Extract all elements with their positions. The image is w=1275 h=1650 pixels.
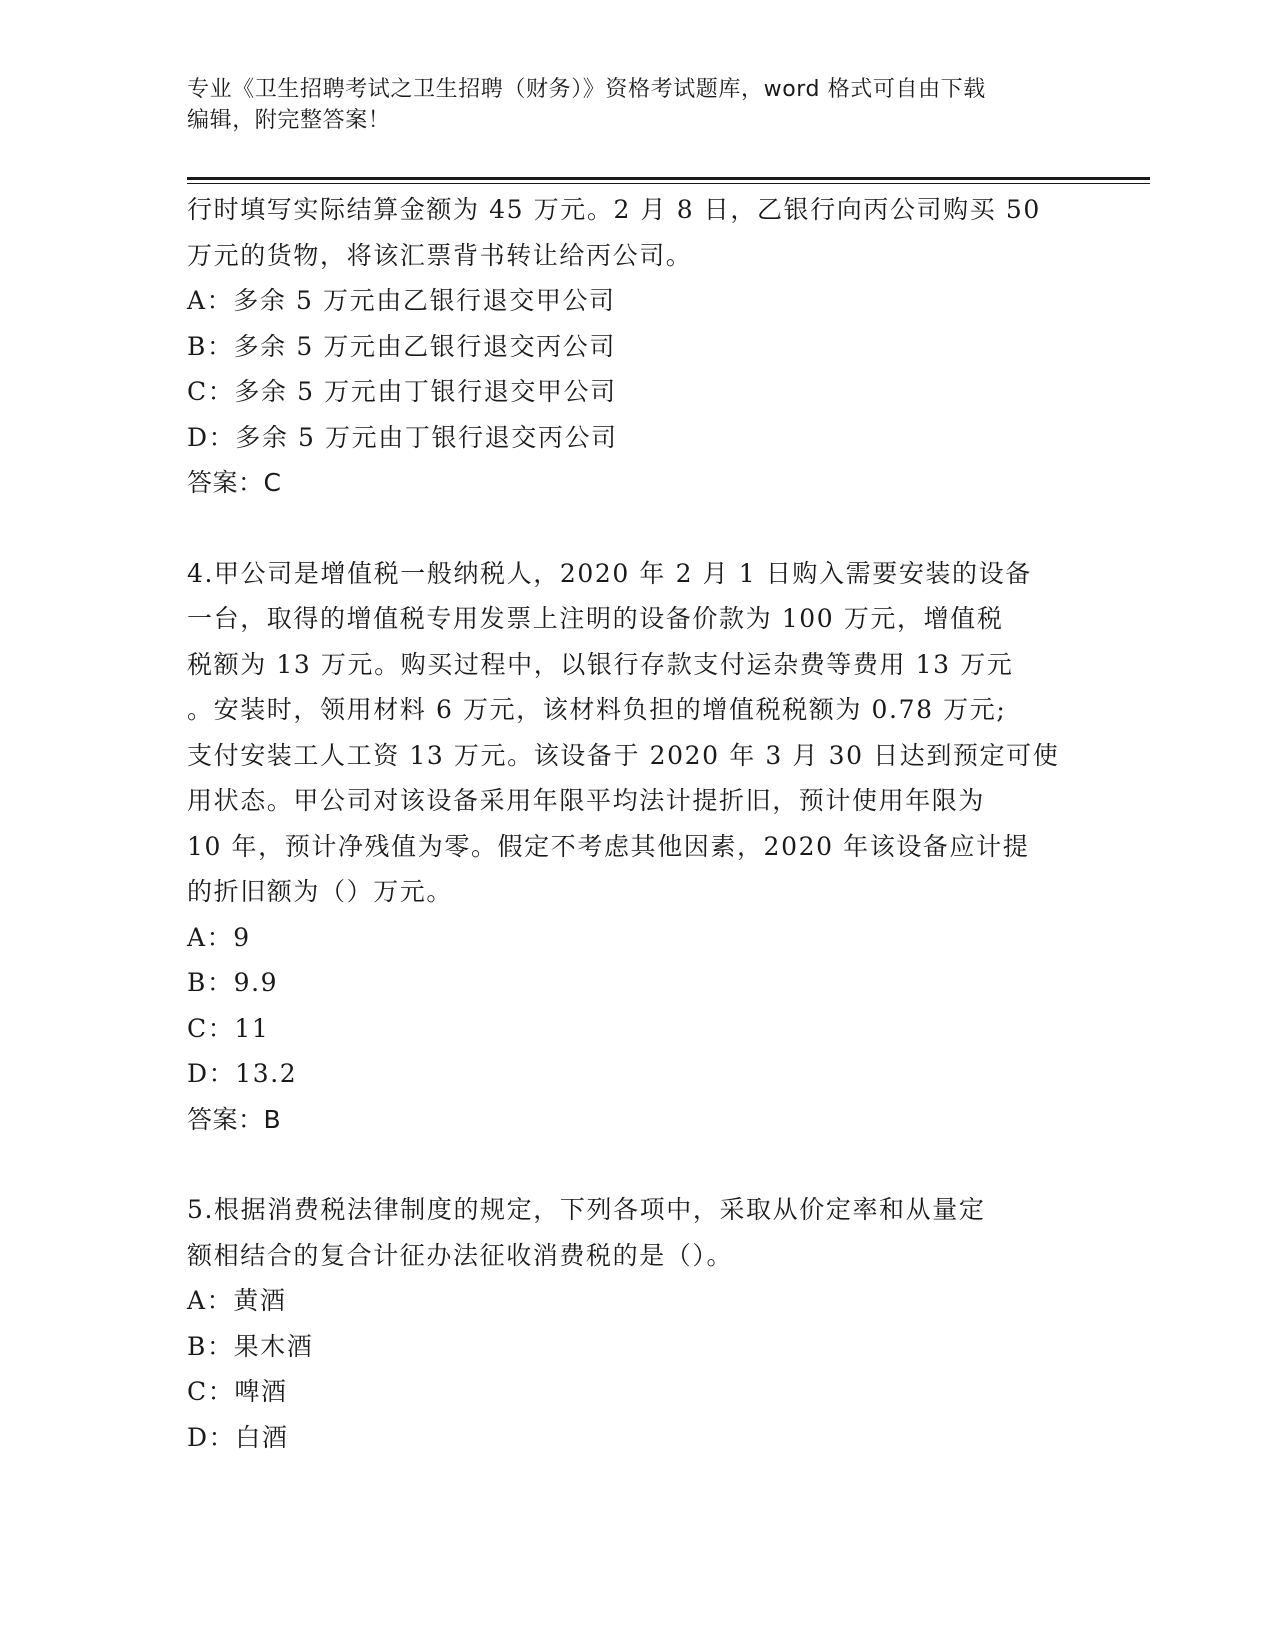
question-4-option-c: C：11 [187, 1013, 270, 1043]
spacer [187, 1142, 1087, 1187]
question-5-option-b: B：果木酒 [187, 1331, 314, 1361]
question-4-stem-line-6: 用状态。甲公司对该设备采用年限平均法计提折旧，预计使用年限为 [187, 786, 986, 815]
header-rule-thin [187, 183, 1150, 184]
question-3-option-d: D：多余 5 万元由丁银行退交丙公司 [187, 422, 618, 452]
header-line-2: 编辑，附完整答案！ [187, 108, 391, 133]
question-4-stem-line-4: 。安装时，领用材料 6 万元，该材料负担的增值税税额为 0.78 万元; [187, 695, 1007, 724]
question-4-option-d: D：13.2 [187, 1059, 298, 1088]
question-4-stem-line-3: 税额为 13 万元。购买过程中，以银行存款支付运杂费等费用 13 万元 [187, 649, 1014, 679]
question-5-stem-line-2: 额相结合的复合计征办法征收消费税的是（）。 [187, 1240, 734, 1270]
question-4-stem-line-7: 10 年，预计净残值为零。假定不考虑其他因素，2020 年该设备应计提 [187, 831, 1030, 861]
header-rule-thick [187, 177, 1150, 180]
question-4-stem-line-2: 一台，取得的增值税专用发票上注明的设备价款为 100 万元，增值税 [187, 604, 1004, 633]
question-5-option-d: D：白酒 [187, 1422, 289, 1452]
question-3-option-c: C：多余 5 万元由丁银行退交甲公司 [187, 377, 617, 406]
question-3-option-a: A：多余 5 万元由乙银行退交甲公司 [187, 286, 616, 315]
document-body [187, 187, 1087, 1460]
page-header [187, 74, 1067, 136]
question-3-answer: 答案：C [187, 468, 282, 497]
question-4-stem-line-8: 的折旧额为（）万元。 [187, 877, 454, 906]
question-4-stem-line-5: 支付安装工人工资 13 万元。该设备于 2020 年 3 月 30 日达到预定可使 [187, 740, 1060, 770]
question-5-option-a: A：黄酒 [187, 1286, 287, 1315]
question-5-stem-line-1: 5.根据消费税法律制度的规定，下列各项中，采取从价定率和从量定 [187, 1195, 986, 1224]
question-4-option-a: A：9 [187, 922, 251, 952]
question-4-stem-line-1: 4.甲公司是增值税一般纳税人，2020 年 2 月 1 日购入需要安装的设备 [187, 558, 1032, 588]
question-4-option-b: B：9.9 [187, 968, 279, 997]
question-4-answer: 答案：B [187, 1104, 282, 1134]
header-line-1: 专业《卫生招聘考试之卫生招聘（财务）》资格考试题库，word 格式可自由下载 [187, 77, 986, 102]
question-5-option-c: C：啤酒 [187, 1377, 288, 1406]
question-3-stem-line-2: 万元的货物，将该汇票背书转让给丙公司。 [187, 240, 693, 270]
question-5 [187, 1187, 1087, 1460]
question-3 [187, 187, 1087, 506]
question-4 [187, 551, 1087, 1143]
question-3-stem-line-1: 行时填写实际结算金额为 45 万元。2 月 8 日，乙银行向丙公司购买 50 [187, 195, 1041, 224]
question-3-option-b: B：多余 5 万元由乙银行退交丙公司 [187, 331, 616, 361]
spacer [187, 506, 1087, 551]
